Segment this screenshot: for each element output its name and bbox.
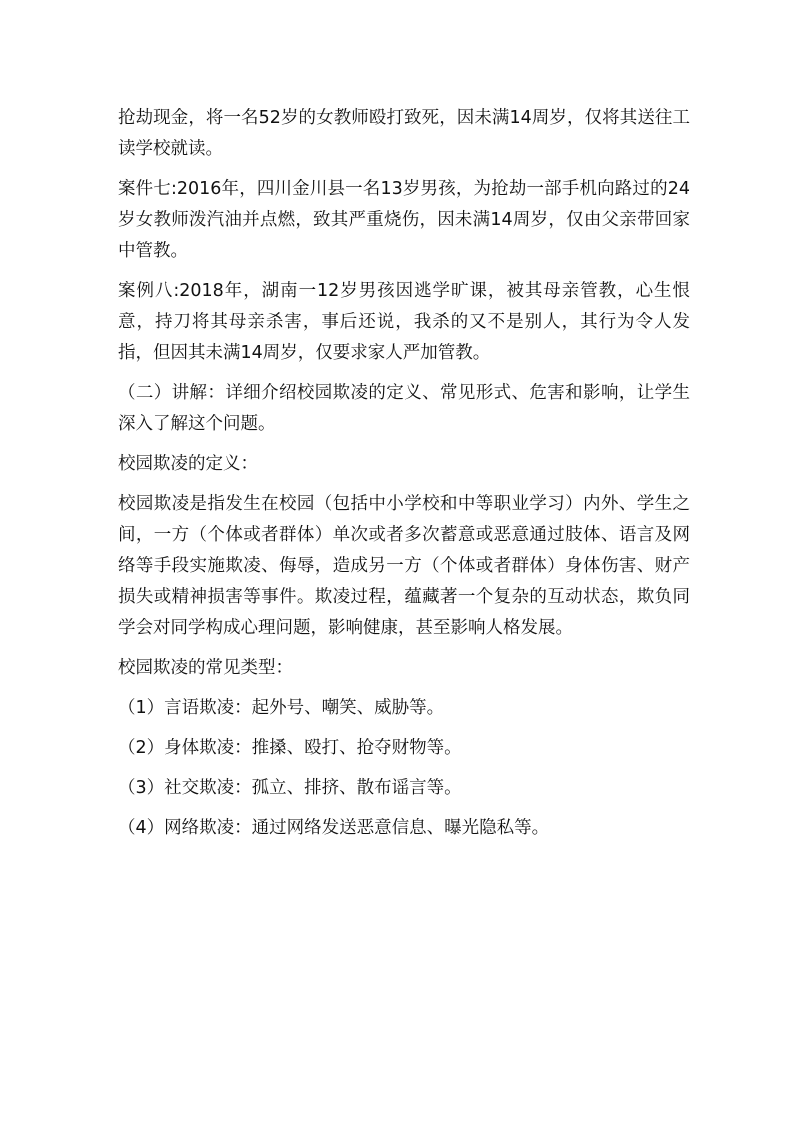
paragraph-case-eight: 案例八:2018年，湖南一12岁男孩因逃学旷课，被其母亲管教，心生恨意，持刀将其母亲杀害，事后还说，我杀的又不是别人，其行为令人发指，但因其未满14周岁，仅要求家人严加管教。 <box>118 281 690 363</box>
list-item-cyber-bullying: （4）网络欺凌：通过网络发送恶意信息、曝光隐私等。 <box>118 818 550 838</box>
document-body <box>118 103 690 844</box>
list-item-social-bullying: （3）社交欺凌：孤立、排挤、散布谣言等。 <box>118 778 462 798</box>
paragraph-types-heading: 校园欺凌的常见类型： <box>118 658 293 678</box>
paragraph-section-explanation: （二）讲解：详细介绍校园欺凌的定义、常见形式、危害和影响，让学生深入了解这个问题。 <box>118 383 690 434</box>
list-item-physical-bullying: （2）身体欺凌：推搡、殴打、抢夺财物等。 <box>118 738 462 758</box>
paragraph-case-seven: 案件七:2016年，四川金川县一名13岁男孩，为抢劫一部手机向路过的24岁女教师泼汽油并点燃，致其严重烧伤，因未满14周岁，仅由父亲带回家中管教。 <box>118 179 690 261</box>
paragraph-definition-body: 校园欺凌是指发生在校园（包括中小学校和中等职业学习）内外、学生之间，一方（个体或者群体）单次或者多次蓄意或恶意通过肢体、语言及网络等手段实施欺凌、侮辱，造成另一方（个体或者群体）身体伤害、财产损失或精神损害等事件。欺凌过程，蕴藏著一个复杂的互动状态，欺负同学会对同学构成心理问题，影响健康，甚至影响人格发展。 <box>118 494 690 638</box>
paragraph-definition-heading: 校园欺凌的定义： <box>118 454 258 474</box>
paragraph-case-six-continued: 抢劫现金，将一名52岁的女教师殴打致死，因未满14周岁，仅将其送往工读学校就读。 <box>118 108 690 159</box>
list-item-verbal-bullying: （1）言语欺凌：起外号、嘲笑、威胁等。 <box>118 698 445 718</box>
